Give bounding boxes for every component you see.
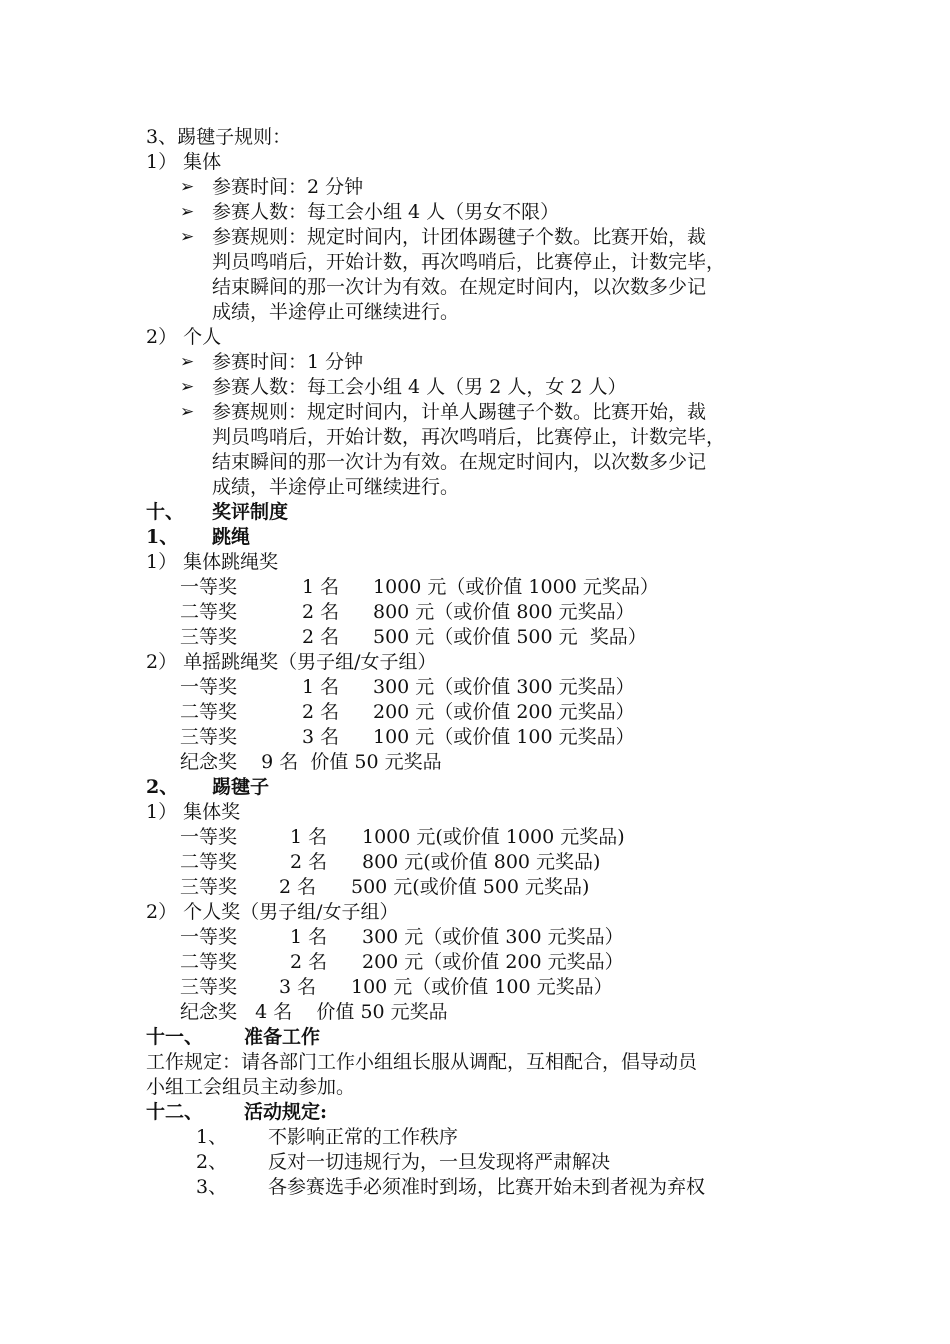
- individual-rule-line: 参赛规则：规定时间内，计单人踢毽子个数。比赛开始，裁: [212, 401, 707, 423]
- award-count: 2 名: [279, 876, 317, 898]
- shuttle-group-label: 1） 集体奖: [146, 801, 241, 823]
- award-rank: 一等奖: [180, 576, 238, 598]
- shuttle-title: 踢毽子: [212, 776, 270, 798]
- award-count: 1 名: [290, 926, 328, 948]
- bullet-arrow-icon: ➢: [180, 177, 195, 197]
- regulation-text: 不影响正常的工作秩序: [268, 1126, 459, 1148]
- bullet-arrow-icon: ➢: [180, 377, 195, 397]
- regulation-number: 2、: [196, 1151, 228, 1173]
- awards-heading: 奖评制度: [212, 501, 289, 523]
- award-count: 3 名: [302, 726, 340, 748]
- award-prize: 200 元（或价值 200 元奖品）: [373, 701, 635, 723]
- group-time: 参赛时间：2 分钟: [212, 176, 364, 198]
- rope-title: 跳绳: [212, 526, 251, 548]
- award-rank: 三等奖: [180, 726, 238, 748]
- award-prize: 800 元（或价值 800 元奖品）: [373, 601, 635, 623]
- rope-single-label: 2） 单摇跳绳奖（男子组/女子组）: [146, 651, 437, 673]
- award-rank: 三等奖: [180, 976, 238, 998]
- regulation-number: 1、: [196, 1126, 228, 1148]
- individual-label: 2） 个人: [146, 326, 222, 348]
- award-rank: 一等奖: [180, 826, 238, 848]
- shuttle-number: 2、: [146, 776, 179, 798]
- award-prize: 1000 元(或价值 1000 元奖品): [362, 826, 625, 848]
- regulation-number: 3、: [196, 1176, 228, 1198]
- bullet-arrow-icon: ➢: [180, 202, 195, 222]
- rope-memorial-award: 纪念奖 9 名 价值 50 元奖品: [180, 751, 442, 773]
- preparation-line: 小组工会组员主动参加。: [146, 1076, 356, 1098]
- award-count: 2 名: [290, 851, 328, 873]
- preparation-heading-number: 十一、: [146, 1026, 204, 1048]
- regulation-text: 各参赛选手必须准时到场，比赛开始未到者视为弃权: [268, 1176, 706, 1198]
- bullet-arrow-icon: ➢: [180, 352, 195, 372]
- shuttle-memorial-award: 纪念奖 4 名 价值 50 元奖品: [180, 1001, 448, 1023]
- preparation-line: 工作规定：请各部门工作小组组长服从调配，互相配合，倡导动员: [146, 1051, 698, 1073]
- award-prize: 1000 元（或价值 1000 元奖品）: [373, 576, 659, 598]
- individual-rule-line: 结束瞬间的那一次计为有效。在规定时间内，以次数多少记: [212, 451, 707, 473]
- rules-heading: 3、踢毽子规则：: [146, 126, 292, 148]
- individual-people: 参赛人数：每工会小组 4 人（男 2 人，女 2 人）: [212, 376, 627, 398]
- preparation-heading: 准备工作: [244, 1026, 321, 1048]
- award-count: 3 名: [279, 976, 317, 998]
- group-people: 参赛人数：每工会小组 4 人（男女不限）: [212, 201, 560, 223]
- award-prize: 100 元（或价值 100 元奖品）: [373, 726, 635, 748]
- bullet-arrow-icon: ➢: [180, 227, 195, 247]
- group-rule-line: 判员鸣哨后，开始计数，再次鸣哨后，比赛停止，计数完毕，: [212, 251, 726, 273]
- award-count: 2 名: [302, 626, 340, 648]
- group-rule-line: 参赛规则：规定时间内，计团体踢毽子个数。比赛开始，裁: [212, 226, 707, 248]
- award-prize: 200 元（或价值 200 元奖品）: [362, 951, 624, 973]
- award-prize: 300 元（或价值 300 元奖品）: [362, 926, 624, 948]
- award-rank: 三等奖: [180, 626, 238, 648]
- group-rule-line: 成绩，半途停止可继续进行。: [212, 301, 460, 323]
- regulations-heading: 活动规定:: [244, 1101, 328, 1123]
- award-rank: 二等奖: [180, 701, 238, 723]
- group-rule-line: 结束瞬间的那一次计为有效。在规定时间内，以次数多少记: [212, 276, 707, 298]
- award-prize: 500 元（或价值 500 元 奖品）: [373, 626, 647, 648]
- award-count: 2 名: [302, 701, 340, 723]
- individual-rule-line: 成绩，半途停止可继续进行。: [212, 476, 460, 498]
- award-prize: 800 元(或价值 800 元奖品): [362, 851, 601, 873]
- award-rank: 三等奖: [180, 876, 238, 898]
- awards-heading-number: 十、: [146, 501, 185, 523]
- award-count: 2 名: [302, 601, 340, 623]
- rope-group-label: 1） 集体跳绳奖: [146, 551, 279, 573]
- rope-number: 1、: [146, 526, 179, 548]
- shuttle-individual-label: 2） 个人奖（男子组/女子组）: [146, 901, 399, 923]
- award-rank: 二等奖: [180, 601, 238, 623]
- award-prize: 300 元（或价值 300 元奖品）: [373, 676, 635, 698]
- regulations-heading-number: 十二、: [146, 1101, 204, 1123]
- award-prize: 100 元（或价值 100 元奖品）: [351, 976, 613, 998]
- award-prize: 500 元(或价值 500 元奖品): [351, 876, 590, 898]
- award-count: 2 名: [290, 951, 328, 973]
- individual-rule-line: 判员鸣哨后，开始计数，再次鸣哨后，比赛停止，计数完毕，: [212, 426, 726, 448]
- award-rank: 二等奖: [180, 951, 238, 973]
- award-rank: 一等奖: [180, 676, 238, 698]
- award-rank: 二等奖: [180, 851, 238, 873]
- bullet-arrow-icon: ➢: [180, 402, 195, 422]
- award-count: 1 名: [302, 576, 340, 598]
- award-count: 1 名: [290, 826, 328, 848]
- award-rank: 一等奖: [180, 926, 238, 948]
- individual-time: 参赛时间：1 分钟: [212, 351, 364, 373]
- award-count: 1 名: [302, 676, 340, 698]
- group-label: 1） 集体: [146, 151, 222, 173]
- regulation-text: 反对一切违规行为，一旦发现将严肃解决: [268, 1151, 611, 1173]
